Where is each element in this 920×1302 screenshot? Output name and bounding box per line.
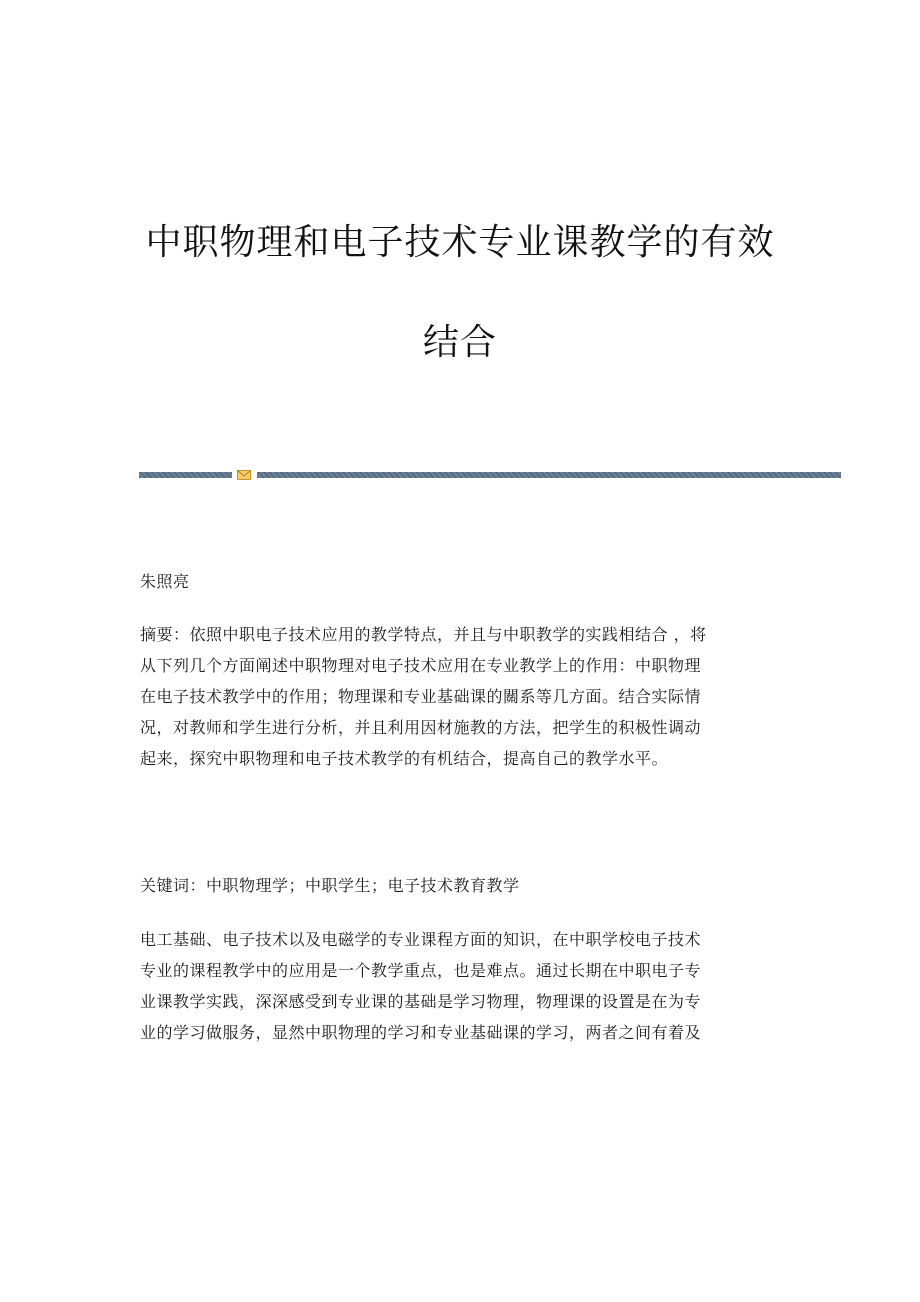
page-title-line-2: 结合 <box>422 322 497 363</box>
abstract-line: 起来，探究中职物理和电子技术教学的有机结合，提高自己的教学水平。 <box>140 749 669 768</box>
body-line: 业课教学实践，深深感受到专业课的基础是学习物理，物理课的设置是在为专 <box>140 992 702 1011</box>
envelope-icon <box>237 469 251 481</box>
abstract <box>140 619 780 774</box>
body-paragraph <box>140 924 780 1048</box>
abstract-line: 况，对教师和学生进行分析，并且利用因材施教的方法，把学生的积极性调动 <box>140 718 702 737</box>
author-name: 朱照亮 <box>140 572 190 591</box>
page-title-line-1: 中职物理和电子技术专业课教学的有效 <box>145 222 775 263</box>
divider-bar-left <box>139 472 232 478</box>
divider-bar-right <box>257 472 841 478</box>
abstract-line: 在电子技术教学中的作用；物理课和专业基础课的關系等几方面。结合实际情 <box>140 687 702 706</box>
body-line: 专业的课程教学中的应用是一个教学重点，也是难点。通过长期在中职电子专 <box>140 961 702 980</box>
body-line: 电工基础、电子技术以及电磁学的专业课程方面的知识，在中职学校电子技术 <box>140 930 702 949</box>
abstract-line: 摘要：依照中职电子技术应用的教学特点，并且与中职教学的实践相结合 ，将 <box>140 625 707 644</box>
body-line: 业的学习做服务，显然中职物理的学习和专业基础课的学习，两者之间有着及 <box>140 1023 702 1042</box>
section-divider <box>139 469 841 481</box>
abstract-line: 从下列几个方面阐述中职物理对电子技术应用在专业教学上的作用：中职物理 <box>140 656 702 675</box>
keywords: 关键词：中职物理学；中职学生；电子技术教育教学 <box>140 876 520 895</box>
